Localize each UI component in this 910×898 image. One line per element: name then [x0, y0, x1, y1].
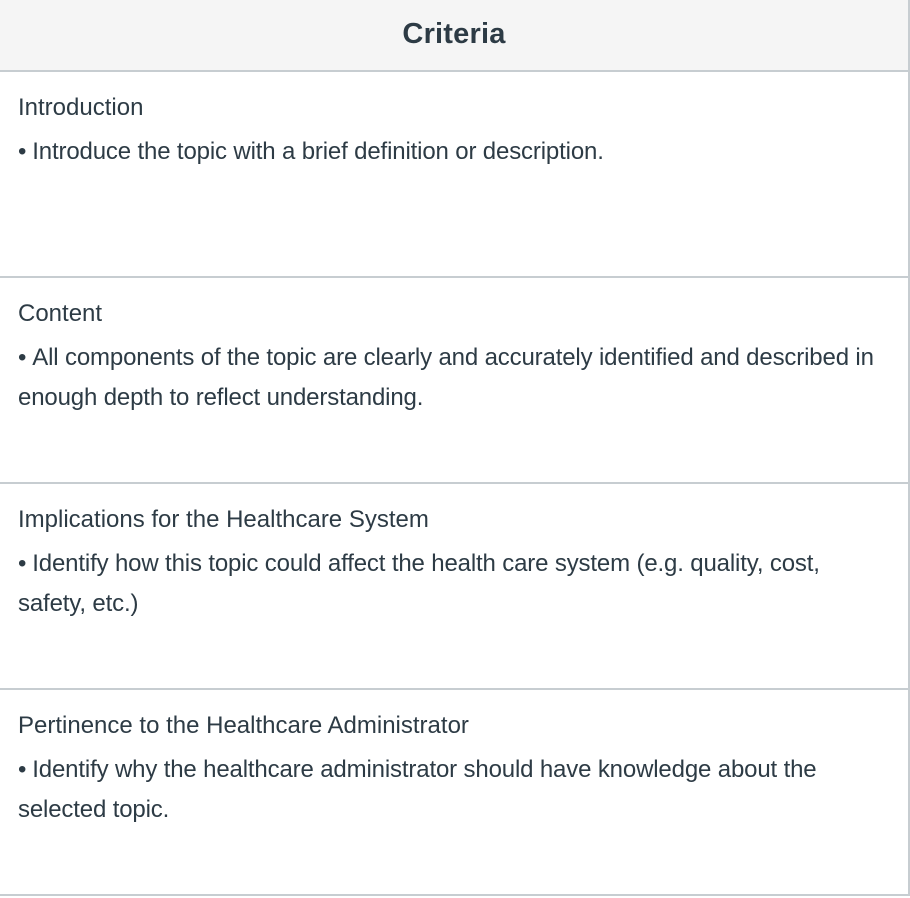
criterion-title: Implications for the Healthcare System	[18, 506, 429, 533]
bullet-icon: •	[18, 138, 27, 165]
criterion-title: Pertinence to the Healthcare Administrator	[18, 712, 469, 739]
criterion-description	[18, 750, 890, 830]
criterion-row-content	[0, 278, 908, 484]
criterion-title: Content	[18, 300, 103, 327]
bullet-icon: •	[18, 550, 27, 577]
criterion-description	[18, 338, 890, 418]
criterion-description-text: All components of the topic are clearly and accurately identified and described in enough depth to reflect understanding.	[18, 344, 874, 411]
criterion-description	[18, 544, 890, 624]
bullet-icon: •	[18, 756, 27, 783]
bullet-icon: •	[18, 344, 27, 371]
criterion-description-text: Identify why the healthcare administrator should have knowledge about the selected topic.	[18, 756, 817, 823]
criterion-description	[18, 132, 890, 172]
criteria-header-title: Criteria	[402, 17, 506, 50]
criterion-row-introduction	[0, 72, 908, 278]
criteria-header	[0, 0, 908, 72]
criterion-title: Introduction	[18, 94, 144, 121]
criterion-description-text: Identify how this topic could affect the health care system (e.g. quality, cost, safety, etc.)	[18, 550, 820, 617]
criterion-description-text: Introduce the topic with a brief definition or description.	[32, 138, 604, 165]
criterion-row-implications	[0, 484, 908, 690]
criterion-row-pertinence	[0, 690, 908, 896]
